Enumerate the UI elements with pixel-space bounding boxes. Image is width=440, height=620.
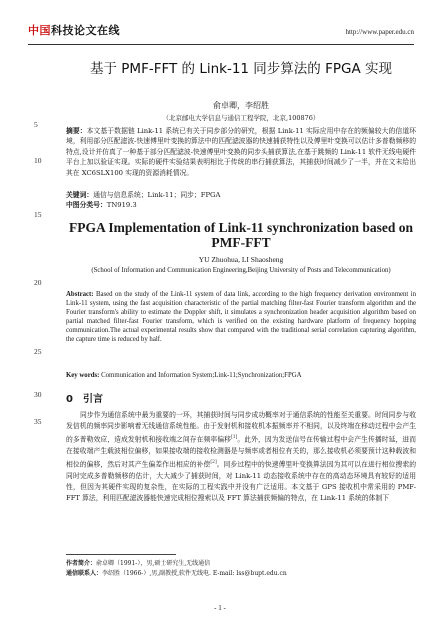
introduction-paragraph bbox=[66, 410, 416, 504]
chinese-keywords-text: 通信与信息系统；Link-11；同步；FPGA bbox=[93, 191, 221, 199]
english-title: FPGA Implementation of Link-11 synchronization based on PMF-FFT bbox=[68, 220, 414, 250]
classification-label: 中图分类号： bbox=[66, 201, 107, 209]
site-url[interactable]: http://www.paper.edu.cn bbox=[345, 28, 414, 36]
line-number: 25 bbox=[34, 347, 42, 356]
intro-text-part-3: 。同步过程中的快速傅里叶变换算法因为其可以在进行相位搜索的同时完成多普勒频移的估计，大大减少了捕获时间，对 Link-11 动态接收系统中存在的高动态环境具有较好的适用性，但因为其硬件实现的复杂性，在实际的工程实践中并没有广泛适用。本文基于 GPS 接收机中常采用的 PMF-FFT 算法，利用匹配滤波器能快速完成相位搜索以及 FFT 算法捕获频偏的特点，在 Link-11 系统的体制下 bbox=[66, 460, 417, 502]
line-number: 30 bbox=[34, 390, 42, 399]
author-info-text: 俞卓卿（1991-），男,硕士研究生,无线通信 bbox=[96, 560, 211, 567]
contact-text: 李绍胜（1966-）,男,副教授,软件无线电. E-mail: lss@bupt.edu.cn bbox=[102, 570, 287, 577]
line-number: 35 bbox=[34, 417, 42, 426]
chinese-abstract-text: 本文基于数据链 Link-11 系统已有关于同步部分的研究，根据 Link-11 实际应用中存在的频偏较大的信道环境，利用部分匹配滤波-快速傅里叶变换的算法中的匹配滤波器的快速捕获特性以及傅里叶变换可以估计多普勒频移的特点,设计并仿真了一种基于部分匹配滤波-快速傅里叶变换的同步头捕获算法,在基于跳频的 Link-11 软件无线电硬件平台上加以验证实现。实际的硬件实验结果表明相比于传统的串行捕获算法，其捕获时间减少了一半，并在文末给出其在 XC6SLX100 实现的资源消耗情况。 bbox=[66, 127, 416, 177]
author-info-label: 作者简介： bbox=[66, 560, 97, 567]
page-number: - 1 - bbox=[214, 604, 226, 612]
chinese-abstract bbox=[66, 126, 416, 178]
logo-red-text: 中国 bbox=[28, 24, 51, 37]
chinese-affiliation: （北京邮电大学信息与通信工程学院，北京,100876） bbox=[162, 114, 320, 122]
classification-number bbox=[66, 199, 416, 209]
author-info-footnote bbox=[66, 558, 416, 567]
line-number: 15 bbox=[34, 210, 42, 219]
footnote-rule bbox=[66, 554, 176, 555]
contact-footnote bbox=[66, 568, 416, 577]
line-number: 20 bbox=[34, 278, 42, 287]
classification-value: TN919.3 bbox=[106, 201, 137, 209]
english-abstract-label: Abstract: bbox=[66, 291, 94, 298]
citation-ref-1[interactable]: [1] bbox=[230, 435, 238, 441]
chinese-title: 基于 PMF-FFT 的 Link-11 同步算法的 FPGA 实现 bbox=[89, 61, 392, 77]
intro-text-part-1: 同步作为通信系统中最为重要的一环，其捕获时间与同步成功概率对于通信系统的性能至关重要。时间同步与收发信机的频率同步影响着无线通信系统性能。由于发射机和接收机本振频率并不相同，以及终端在移动过程中会产生的多普勒效应，造成发射机和接收端之间存在频率偏移 bbox=[66, 411, 416, 444]
section-title: 引言 bbox=[82, 394, 103, 405]
chinese-abstract-label: 摘要： bbox=[66, 127, 87, 135]
english-affiliation: (School of Information and Communication Engineering,Beijing University of Posts and Telecommunication) bbox=[91, 267, 391, 274]
logo-black-text: 科技论文在线 bbox=[51, 24, 120, 37]
section-number: 0 bbox=[66, 394, 73, 405]
english-keywords-label: Key words: bbox=[66, 372, 100, 379]
english-keywords-text: Communication and Information System;Link-11;Synchronization;FPGA bbox=[101, 372, 302, 379]
english-abstract bbox=[66, 290, 416, 344]
english-authors: YU Zhuohua, LI Shaosheng bbox=[198, 255, 284, 264]
english-abstract-text: Based on the study of the Link-11 system of data link, according to the high frequency derivation environment in Link-11 system, using the fast acquisition characteristic of the partial matching filter-fast Fourier transform algorithm and the Fourier transform's ability to estimate the Doppler shift, it simulates a synchronization header acquisition algorithm based on partial matched filter-fast Fourier transform, which is verified on the existing hardware platform of frequency hopping communication.The actual experimental results show that compared with the traditional serial correlation capturing algorithm, the capture time is reduced by half. bbox=[66, 291, 416, 343]
header-rule bbox=[28, 44, 414, 45]
english-keywords bbox=[66, 372, 416, 379]
chinese-authors: 俞卓卿，李绍胜 bbox=[213, 101, 269, 110]
line-number: 10 bbox=[34, 156, 42, 165]
page-header bbox=[28, 18, 414, 40]
citation-ref-2[interactable]: [2] bbox=[210, 460, 217, 466]
intro-text-part-2: 。此外，因为发送信号在传输过程中会产生传播时延，进而在接收端产生载波相位偏移，如果接收端的接收检测器是与频率或者相位有关的，那么接收机必须要预计这种载波和相位的偏移，然后对其产生偏差作出相应的补偿 bbox=[66, 435, 417, 469]
contact-label: 通信联系人： bbox=[66, 570, 103, 577]
section-heading bbox=[66, 390, 416, 405]
site-logo bbox=[28, 22, 120, 38]
chinese-keywords bbox=[66, 189, 416, 199]
line-number: 5 bbox=[34, 120, 38, 129]
chinese-keywords-label: 关键词： bbox=[66, 191, 94, 199]
